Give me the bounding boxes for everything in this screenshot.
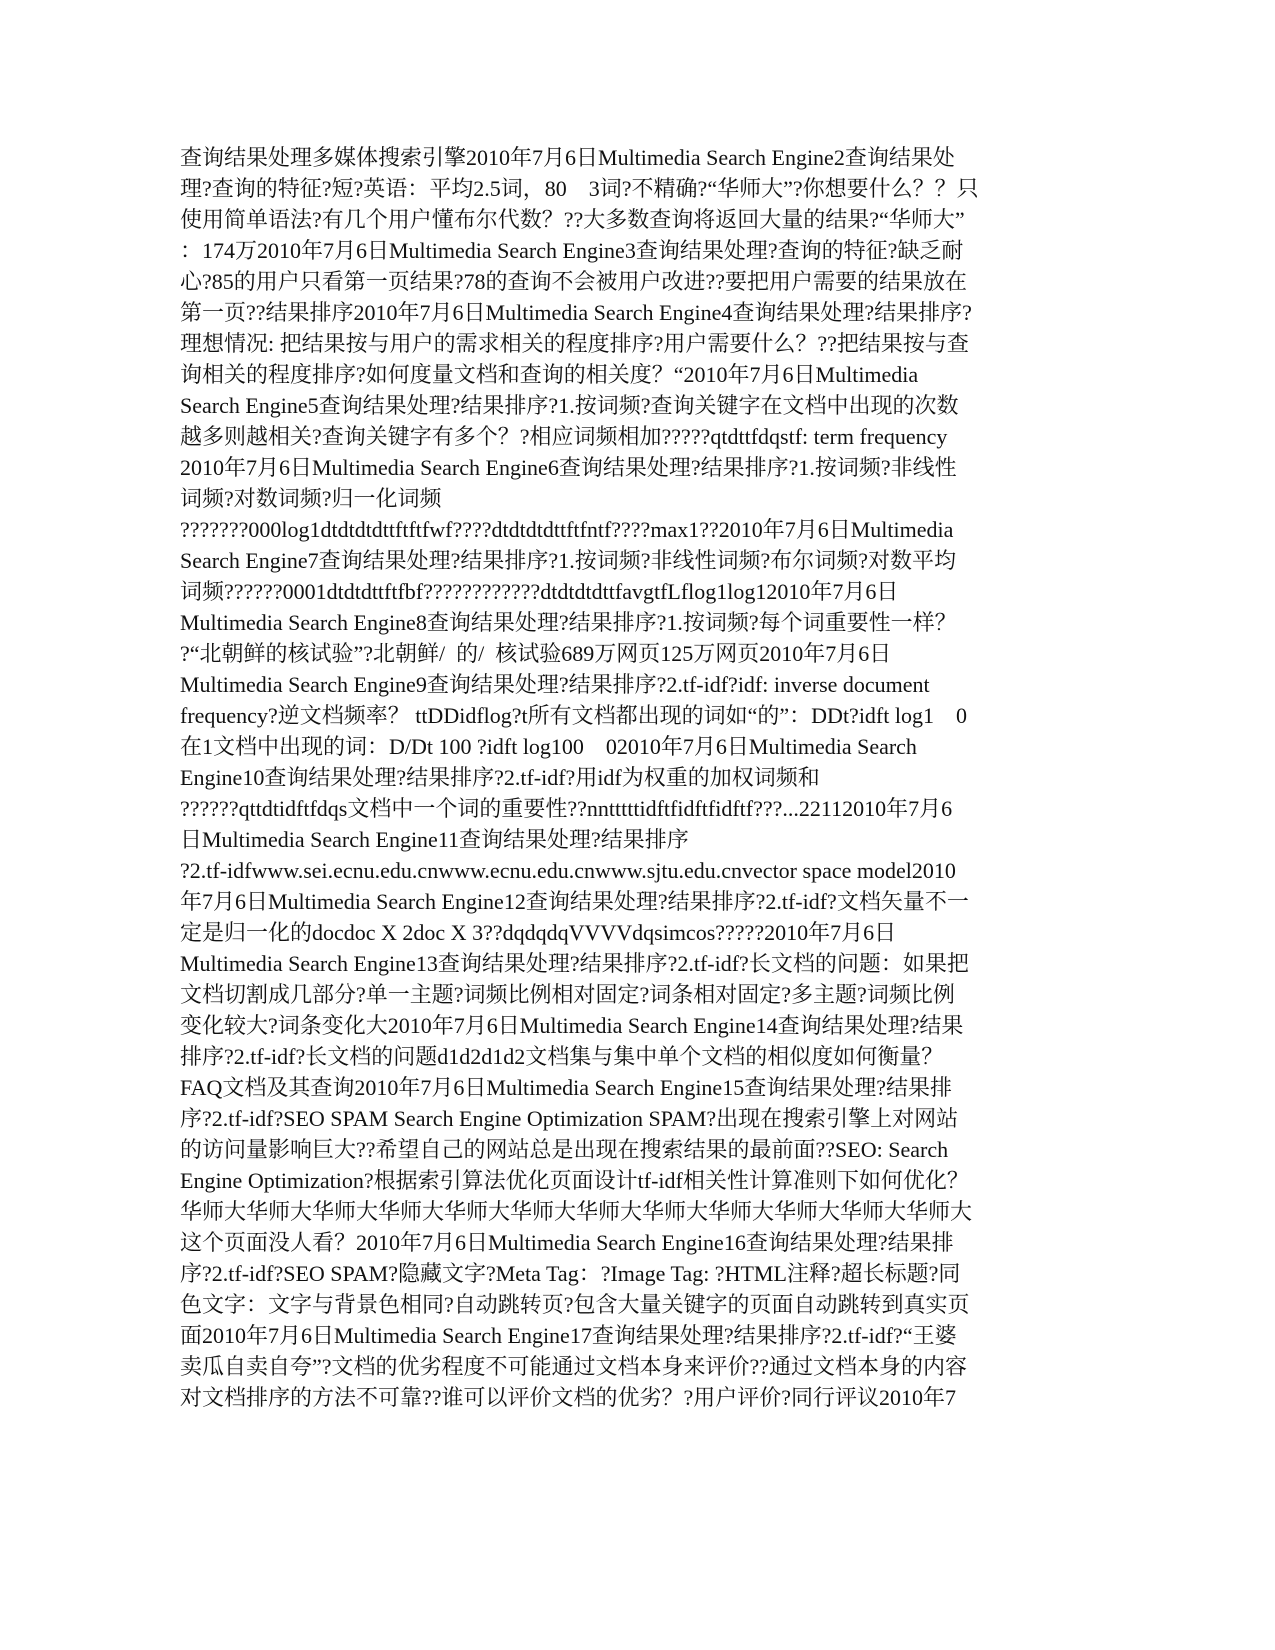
text-line: 卖瓜自卖自夸”?文档的优劣程度不可能通过文档本身来评价??通过文档本身的内容 <box>180 1354 968 1379</box>
text-line: Multimedia Search Engine13查询结果处理?结果排序?2.tf-idf?长文档的问题：如果把 <box>180 951 969 976</box>
text-line: 日Multimedia Search Engine11查询结果处理?结果排序 <box>180 827 689 852</box>
text-line: 理想情况: 把结果按与用户的需求相关的程度排序?用户需要什么？??把结果按与查 <box>180 331 969 356</box>
text-line: ?2.tf-idfwww.sei.ecnu.edu.cnwww.ecnu.edu.cnwww.sjtu.edu.cnvector space model2010 <box>180 858 956 883</box>
text-line: Search Engine7查询结果处理?结果排序?1.按词频?非线性词频?布尔词频?对数平均 <box>180 548 956 573</box>
text-line: 年7月6日Multimedia Search Engine12查询结果处理?结果排序?2.tf-idf?文档矢量不一 <box>180 889 969 914</box>
text-line: 第一页??结果排序2010年7月6日Multimedia Search Engine4查询结果处理?结果排序? <box>180 300 972 325</box>
text-line: 排序?2.tf-idf?长文档的问题d1d2d1d2文档集与集中单个文档的相似度如何衡量？ <box>180 1044 944 1069</box>
text-line: ：174万2010年7月6日Multimedia Search Engine3查询结果处理?查询的特征?缺乏耐 <box>180 238 964 263</box>
text-line: Multimedia Search Engine8查询结果处理?结果排序?1.按词频?每个词重要性一样？ <box>180 610 957 635</box>
text-line: 这个页面没人看？2010年7月6日Multimedia Search Engine16查询结果处理?结果排 <box>180 1230 954 1255</box>
text-line: frequency?逆文档频率？ ttDDidflog?t所有文档都出现的词如“的”：DDt?idft log1 0 <box>180 703 967 728</box>
text-line: 心?85的用户只看第一页结果?78的查询不会被用户改进??要把用户需要的结果放在 <box>180 269 968 294</box>
text-line: 华师大华师大华师大华师大华师大华师大华师大华师大华师大华师大华师大华师大 <box>180 1199 973 1224</box>
text-line: 文档切割成几部分?单一主题?词频比例相对固定?词条相对固定?多主题?词频比例 <box>180 982 955 1007</box>
text-line: 的访问量影响巨大??希望自己的网站总是出现在搜索结果的最前面??SEO: Search <box>180 1137 949 1162</box>
text-line: 词频??????0001dtdtdttftfbf????????????dtdtdtdttfavgtfLflog1log12010年7月6日 <box>180 579 899 604</box>
text-line: 序?2.tf-idf?SEO SPAM?隐藏文字?Meta Tag：?Image Tag: ?HTML注释?超长标题?同 <box>180 1261 961 1286</box>
text-line: ??????qttdtidftfdqs文档中一个词的重要性??nntttttidftfidftfidftf???...22112010年7月6 <box>180 796 953 821</box>
text-line: 询相关的程度排序?如何度量文档和查询的相关度？“2010年7月6日Multimedia <box>180 362 919 387</box>
text-line: Search Engine5查询结果处理?结果排序?1.按词频?查询关键字在文档中出现的次数 <box>180 393 959 418</box>
text-line: 越多则越相关?查询关键字有多个？?相应词频相加?????qtdttfdqstf: term frequency <box>180 424 948 449</box>
text-line: 定是归一化的docdoc X 2doc X 3??dqdqdqVVVVdqsimcos?????2010年7月6日 <box>180 920 897 945</box>
text-line: ???????000log1dtdtdtdttftftfwf????dtdtdtdttftfntf????max1??2010年7月6日Multimedia <box>180 517 954 542</box>
text-line: Engine10查询结果处理?结果排序?2.tf-idf?用idf为权重的加权词频和 <box>180 765 820 790</box>
text-line: ?“北朝鲜的核试验”?北朝鲜/ 的/ 核试验689万网页125万网页2010年7月6日 <box>180 641 892 666</box>
text-line: 变化较大?词条变化大2010年7月6日Multimedia Search Engine14查询结果处理?结果 <box>180 1013 964 1038</box>
text-line: FAQ文档及其查询2010年7月6日Multimedia Search Engine15查询结果处理?结果排 <box>180 1075 952 1100</box>
text-line: 色文字：文字与背景色相同?自动跳转页?包含大量关键字的页面自动跳转到真实页 <box>180 1292 970 1317</box>
text-line: 理?查询的特征?短?英语：平均2.5词，80 3词?不精确?“华师大”?你想要什么？？只 <box>180 176 979 201</box>
text-line: 对文档排序的方法不可靠??谁可以评价文档的优劣？?用户评价?同行评议2010年7 <box>180 1385 957 1410</box>
text-line: 使用简单语法?有几个用户懂布尔代数？??大多数查询将返回大量的结果?“华师大” <box>180 207 965 232</box>
text-line: 在1文档中出现的词：D/Dt 100 ?idft log100 02010年7月6日Multimedia Search <box>180 734 917 759</box>
text-line: 查询结果处理多媒体搜索引擎2010年7月6日Multimedia Search Engine2查询结果处 <box>180 145 955 170</box>
text-line: Engine Optimization?根据索引算法优化页面设计tf-idf相关性计算准则下如何优化？ <box>180 1168 969 1193</box>
text-line: 面2010年7月6日Multimedia Search Engine17查询结果处理?结果排序?2.tf-idf?“王婆 <box>180 1323 957 1348</box>
body-text <box>180 142 1060 1413</box>
text-line: 序?2.tf-idf?SEO SPAM Search Engine Optimization SPAM?出现在搜索引擎上对网站 <box>180 1106 959 1131</box>
text-line: Multimedia Search Engine9查询结果处理?结果排序?2.tf-idf?idf: inverse document <box>180 672 930 697</box>
text-line: 词频?对数词频?归一化词频 <box>180 486 442 511</box>
text-line: 2010年7月6日Multimedia Search Engine6查询结果处理?结果排序?1.按词频?非线性 <box>180 455 957 480</box>
